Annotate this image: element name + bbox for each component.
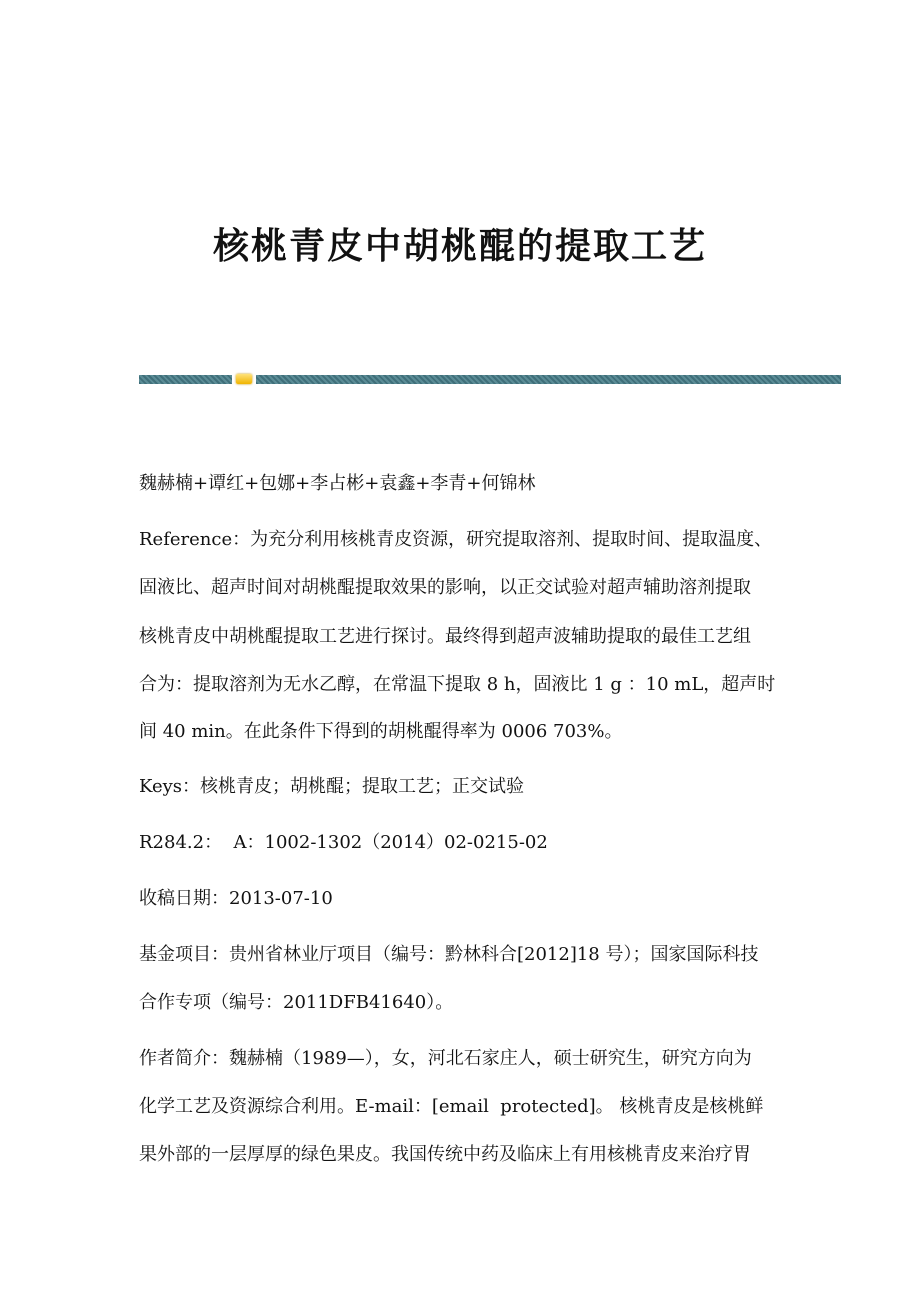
abstract-line: 固液比、超声时间对胡桃醌提取效果的影响，以正交试验对超声辅助溶剂提取 [139,577,751,598]
author-bio-line: 作者简介：魏赫楠（1989—），女，河北石家庄人，硕士研究生，研究方向为 [139,1048,752,1069]
abstract-line: 合为：提取溶剂为无水乙醇，在常温下提取 8 h，固液比 1 g ：10 mL，超声时 [139,674,776,695]
author-bio-line: 果外部的一层厚厚的绿色果皮。我国传统中药及临床上有用核桃青皮来治疗胃 [139,1144,751,1165]
authors: 魏赫楠+谭红+包娜+李占彬+袁鑫+李青+何锦林 [139,473,536,494]
divider-ornament-icon [236,374,252,384]
title-divider [139,375,841,384]
abstract-line: 核桃青皮中胡桃醌提取工艺进行探讨。最终得到超声波辅助提取的最佳工艺组 [139,626,751,647]
abstract-line: 间 40 min。在此条件下得到的胡桃醌得率为 0006 703%。 [139,721,623,742]
keywords: Keys：核桃青皮；胡桃醌；提取工艺；正交试验 [139,776,525,797]
classification: R284.2： A：1002-1302（2014）02-0215-02 [139,832,548,853]
fund-line: 基金项目：贵州省林业厅项目（编号：黔林科合[2012]18 号）；国家国际科技 [139,944,759,965]
divider-bar-right [256,375,841,384]
fund-line: 合作专项（编号：2011DFB41640）。 [139,992,454,1013]
author-bio-line: 化学工艺及资源综合利用。E-mail：[email protected]。 核桃青皮是核桃鲜 [139,1096,764,1117]
divider-bar-left [139,375,232,384]
abstract-line: Reference：为充分利用核桃青皮资源，研究提取溶剂、提取时间、提取温度、 [139,529,773,550]
document-title: 核桃青皮中胡桃醌的提取工艺 [212,225,707,267]
received-date: 收稿日期：2013-07-10 [139,888,333,909]
